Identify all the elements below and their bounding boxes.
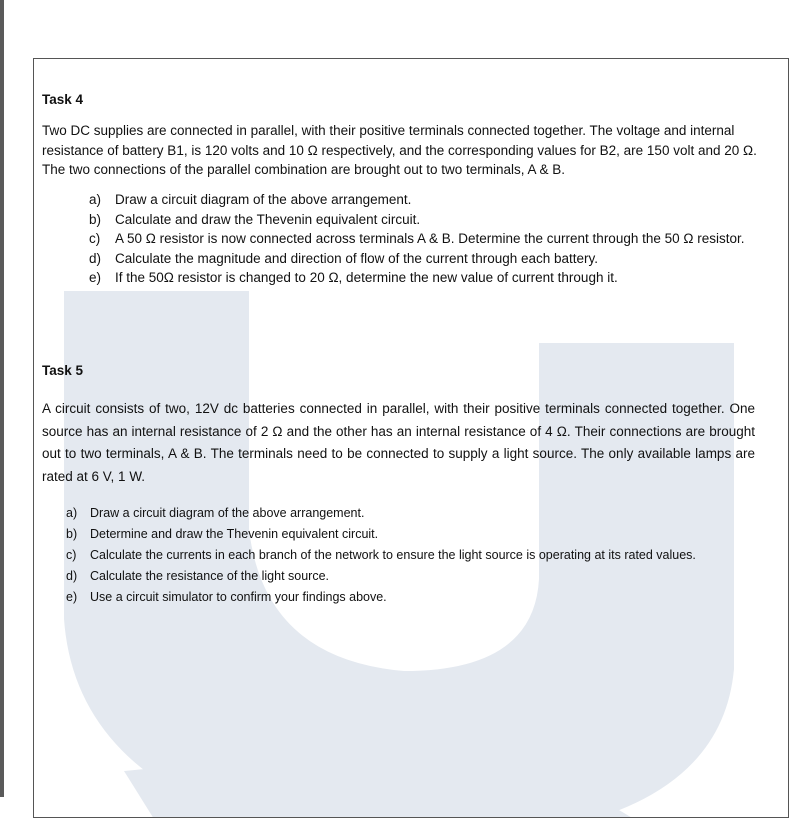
watermark-shape-left-bar	[64, 291, 249, 399]
list-item: b) Determine and draw the Thevenin equivalent circuit.	[66, 527, 379, 541]
list-item: e) If the 50Ω resistor is changed to 20 Ω, determine the new value of current through it.	[89, 270, 618, 285]
list-item: a) Draw a circuit diagram of the above arrangement.	[66, 506, 365, 520]
document-page	[33, 58, 789, 818]
task4-title: Task 4	[42, 92, 84, 107]
task5-title: Task 5	[42, 363, 84, 378]
task4-intro: Two DC supplies are connected in parallel, with their positive terminals connected together. The voltage and internal resistance of battery B1, is 120 volts and 10 Ω respectively, and the corresponding values for B2, are 150 volt and 20 Ω. The two connections of the parallel combination are brought out to two terminals, A & B.	[42, 123, 757, 177]
list-item: c) Calculate the currents in each branch of the network to ensure the light source is operating at its rated values.	[66, 548, 696, 562]
list-item: c) A 50 Ω resistor is now connected across terminals A & B. Determine the current through the 50 Ω resistor.	[89, 231, 745, 246]
task5-intro: A circuit consists of two, 12V dc batteries connected in parallel, with their positive terminals connected together. One source has an internal resistance of 2 Ω and the other has an internal resistance of 4 Ω. Their connections are brought out to two terminals, A & B. The terminals need to be connected to supply a light source. The only available lamps are rated at 6 V, 1 W.	[42, 401, 755, 484]
list-item: e) Use a circuit simulator to confirm your findings above.	[66, 590, 387, 604]
list-item: a) Draw a circuit diagram of the above arrangement.	[89, 192, 412, 207]
task4-list	[89, 190, 759, 288]
list-item: d) Calculate the resistance of the light source.	[66, 569, 330, 583]
left-edge-bar	[0, 0, 4, 797]
list-item: d) Calculate the magnitude and direction of flow of the current through each battery.	[89, 250, 599, 266]
task5-list	[66, 503, 766, 608]
list-item: b) Calculate and draw the Thevenin equivalent circuit.	[89, 211, 421, 227]
